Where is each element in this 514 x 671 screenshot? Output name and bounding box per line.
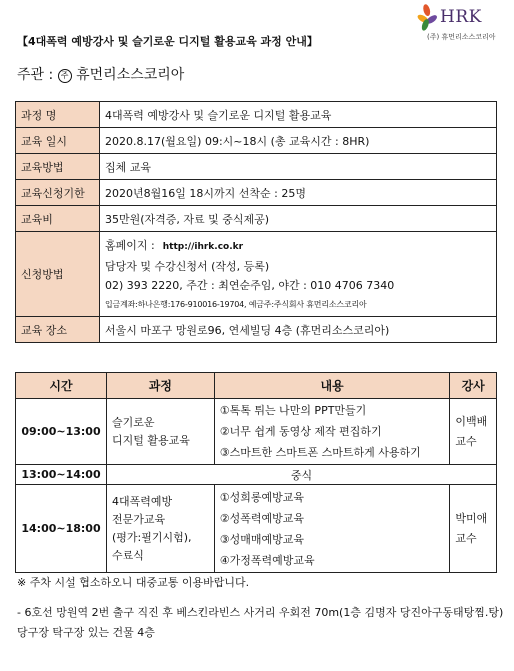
apply-phone: 02) 393 2220, 주간 : 최연순주임, 야간 : 010 4706 7340 xyxy=(105,279,395,292)
info-value: 4대폭력 예방강사 및 슬기로운 디지털 활용교육 xyxy=(100,102,497,128)
schedule-row-afternoon xyxy=(16,485,497,573)
lunch-label: 중식 xyxy=(106,465,496,485)
header-course: 과정 xyxy=(106,373,214,399)
session-time: 09:00~13:00 xyxy=(16,399,107,465)
hrk-logo xyxy=(416,3,508,43)
flower-logo-icon xyxy=(416,3,440,33)
content-item: ②너무 쉽게 동영상 제작 편집하기 xyxy=(219,425,382,438)
info-row-place xyxy=(16,317,497,343)
info-row-datetime xyxy=(16,128,497,154)
info-label: 교육비 xyxy=(16,206,100,232)
session-time: 14:00~18:00 xyxy=(16,485,107,573)
info-row-course-name xyxy=(16,102,497,128)
apply-bank-account: 입금계좌:하나은행:176-910016-19704, 예금주:주식회사 휴먼리소스코리아 xyxy=(105,300,367,309)
info-label: 신청방법 xyxy=(16,232,100,317)
document-title: 【4대폭력 예방강사 및 슬기로운 디지털 활용교육 과정 안내】 xyxy=(17,35,318,48)
host-line xyxy=(17,64,184,84)
session-lecturer xyxy=(450,399,497,465)
circled-ju-icon: 주 xyxy=(58,69,72,83)
course-line: 4대폭력예방 xyxy=(111,494,173,508)
course-line: (평가:필기시험), xyxy=(111,530,192,544)
header-lecturer: 강사 xyxy=(450,373,497,399)
course-info-table xyxy=(15,101,497,343)
schedule-header-row xyxy=(16,373,497,399)
info-label: 과정 명 xyxy=(16,102,100,128)
brand-name: HRK xyxy=(440,7,482,27)
homepage-link[interactable]: http://ihrk.co.kr xyxy=(162,242,244,252)
info-value: 서울시 마포구 망원로96, 연세빌딩 4층 (휴먼리소스코리아) xyxy=(100,317,497,343)
header-content: 내용 xyxy=(214,373,450,399)
lunch-time: 13:00~14:00 xyxy=(16,465,107,485)
homepage-label: 홈페이지 : xyxy=(105,239,155,252)
brand-subtitle: (주) 휴먼리소스코리아 xyxy=(427,33,496,41)
header-time: 시간 xyxy=(16,373,107,399)
schedule-row-lunch xyxy=(16,465,497,485)
info-label: 교육신청기한 xyxy=(16,180,100,206)
session-content xyxy=(214,485,450,573)
host-label: 주관 : xyxy=(17,67,54,83)
info-label: 교육 일시 xyxy=(16,128,100,154)
content-item: ①톡톡 튀는 나만의 PPT만들기 xyxy=(219,404,367,417)
course-line: 수료식 xyxy=(111,548,144,562)
info-row-fee xyxy=(16,206,497,232)
parking-note: ※ 주차 시설 협소하오니 대중교통 이용바랍니다. xyxy=(17,576,250,589)
apply-details xyxy=(100,232,497,317)
info-row-deadline xyxy=(16,180,497,206)
info-value: 집체 교육 xyxy=(100,154,497,180)
host-org: 휴먼리소스코리아 xyxy=(76,67,185,83)
lecturer-title: 교수 xyxy=(455,434,477,448)
session-course xyxy=(106,485,214,573)
content-item: ②성폭력예방교육 xyxy=(219,511,304,525)
directions: - 6호선 망원역 2번 출구 직진 후 베스킨라빈스 사거리 우회전 70m(1층 김명자 당진아구동태탕찜.탕) 당구장 탁구장 있는 건물 4층 xyxy=(17,606,504,639)
homepage-line xyxy=(105,236,491,257)
info-row-method xyxy=(16,154,497,180)
course-line: 슬기로운 xyxy=(111,415,155,429)
lecturer-title: 교수 xyxy=(455,531,477,545)
schedule-table xyxy=(15,372,497,573)
course-line: 디지털 활용교육 xyxy=(111,433,190,447)
info-label: 교육 장소 xyxy=(16,317,100,343)
session-content xyxy=(214,399,450,465)
session-course xyxy=(106,399,214,465)
content-item: ③스마트한 스마트폰 스마트하게 사용하기 xyxy=(219,446,421,459)
lecturer-name: 박미애 xyxy=(455,511,488,525)
content-item: ①성희롱예방교육 xyxy=(219,490,304,504)
info-value: 2020년8월16일 18시까지 선착순 : 25명 xyxy=(100,180,497,206)
session-lecturer xyxy=(450,485,497,573)
info-value: 2020.8.17(월요일) 09:시~18시 (총 교육시간 : 8HR) xyxy=(100,128,497,154)
schedule-row-morning xyxy=(16,399,497,465)
info-row-apply xyxy=(16,232,497,317)
lecturer-name: 이백배 xyxy=(455,414,488,428)
info-value: 35만원(자격증, 자료 및 중식제공) xyxy=(100,206,497,232)
apply-contact-person: 담당자 및 수강신청서 (작성, 등록) xyxy=(105,260,270,273)
info-label: 교육방법 xyxy=(16,154,100,180)
content-item: ④가정폭력예방교육 xyxy=(219,553,315,567)
content-item: ③성매매예방교육 xyxy=(219,532,304,546)
course-line: 전문가교육 xyxy=(111,512,166,526)
